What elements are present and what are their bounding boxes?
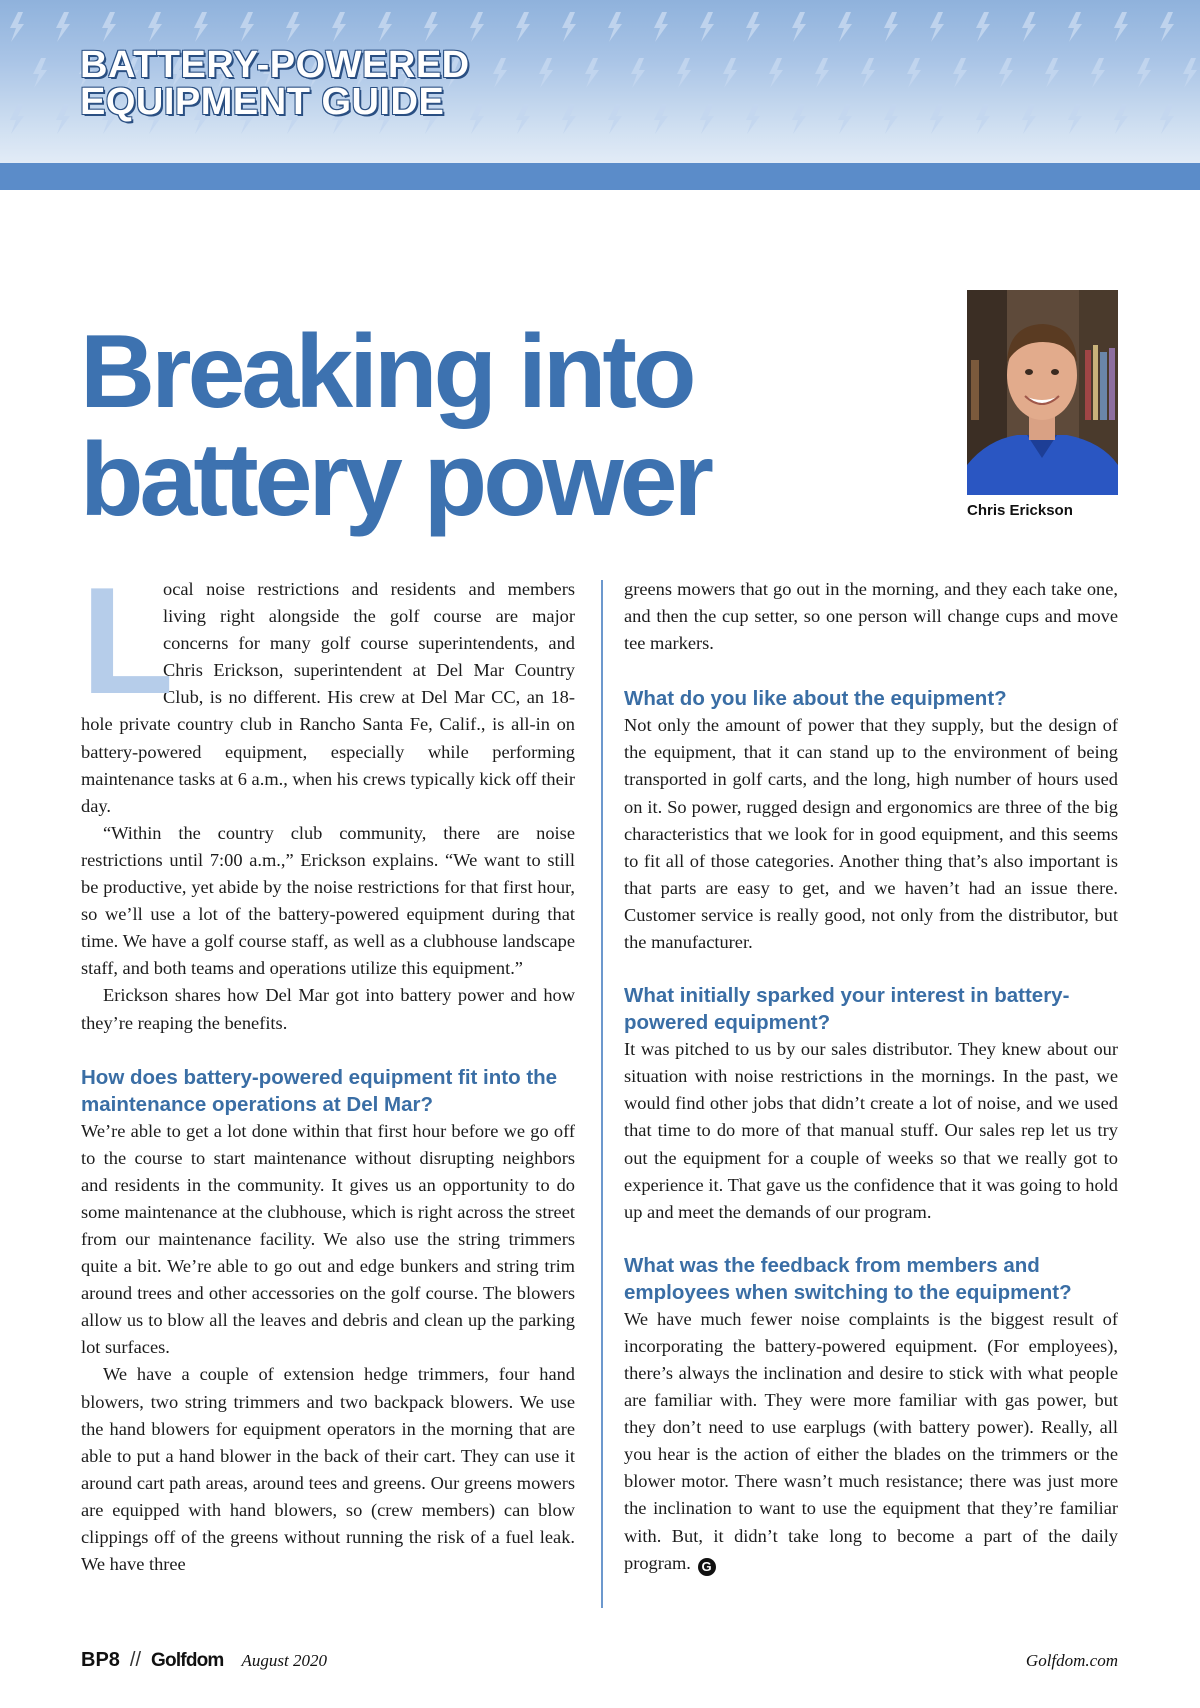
lightning-bolt-icon <box>907 58 921 88</box>
question-heading: How does battery-powered equipment fit into the maintenance operations at Del Mar? <box>81 1065 558 1116</box>
lightning-bolt-icon <box>838 104 852 134</box>
lightning-bolt-icon <box>1045 58 1059 88</box>
lightning-bolt-icon <box>539 58 553 88</box>
lightning-bolt-icon <box>861 58 875 88</box>
lightning-bolt-icon <box>516 12 530 42</box>
portrait-photo <box>967 290 1118 495</box>
lightning-bolt-icon <box>585 58 599 88</box>
lightning-bolt-icon <box>1114 12 1128 42</box>
section-title-line2: EQUIPMENT GUIDE <box>80 81 445 123</box>
lightning-bolt-icon <box>286 12 300 42</box>
lightning-bolt-icon <box>1022 104 1036 134</box>
lightning-bolt-icon <box>999 58 1013 88</box>
end-mark-icon: G <box>698 1558 716 1576</box>
lightning-bolt-icon <box>654 12 668 42</box>
lightning-bolt-icon <box>378 12 392 42</box>
lightning-bolt-icon <box>677 58 691 88</box>
final-answer-text: We have much fewer noise complaints is the biggest result of incorporating the battery-powered equipment. (For employees), there’s always the inclination and desire to stick with what people are familiar with. They were more familiar with gas power, but they don’t need to use earplugs (with battery power). Really, all you hear is the action of either the blades on the trimmers or the blower motor. There wasn’t much resistance; there was just more the inclination to want to use the equipment that they’re familiar with. But, it didn’t take long to become a part of the daily program. <box>624 1308 1118 1573</box>
lightning-bolt-icon <box>470 12 484 42</box>
lightning-bolt-icon <box>240 12 254 42</box>
lightning-bolt-icon <box>654 104 668 134</box>
section-title <box>80 44 470 123</box>
lightning-bolt-icon <box>608 12 622 42</box>
lightning-bolt-icon <box>1160 12 1174 42</box>
body-paragraph: greens mowers that go out in the morning, and they each take one, and then the cup setter, so one person will change cups and move tee markers. <box>624 579 1118 654</box>
lightning-bolt-icon <box>631 58 645 88</box>
lightning-bolt-icon <box>10 12 24 42</box>
lightning-bolt-icon <box>562 12 576 42</box>
answer-paragraph <box>624 1306 1118 1577</box>
lightning-bolt-icon <box>33 58 47 88</box>
lightning-bolt-icon <box>194 12 208 42</box>
lightning-bolt-icon <box>976 12 990 42</box>
lightning-bolt-icon <box>470 104 484 134</box>
lightning-bolt-icon <box>1068 104 1082 134</box>
lightning-bolt-icon <box>792 104 806 134</box>
intro-text: ocal noise restrictions and residents and members living right alongside the golf course are major concerns for many golf course superintendents, and Chris Erickson, superintendent at Del Mar Country Club, is no different. His crew at Del Mar CC, an 18-hole private country club in Rancho Santa Fe, Calif., is all-in on battery-powered equipment, especially while performing maintenance tasks at 6 a.m., when his crews typically kick off their day. <box>81 579 576 816</box>
banner-strip <box>0 163 1200 190</box>
article-column-right <box>624 576 1118 1577</box>
lightning-bolt-icon <box>700 104 714 134</box>
lightning-bolt-icon <box>1160 104 1174 134</box>
page-footer-left <box>81 1649 327 1672</box>
lightning-bolt-icon <box>10 104 24 134</box>
lightning-bolt-icon <box>56 12 70 42</box>
answer-paragraph: We have a couple of extension hedge trimmers, four hand blowers, two string trimmers and two backpack blowers. We use the hand blowers for equipment operators in the morning that are able to put a hand blower in the back of their cart. They can use it around cart path areas, around tees and greens. Our greens mowers are equipped with hand blowers, so (crew members) can blow clippings off of the greens without running the risk of a fuel leak. We have three <box>81 1364 575 1575</box>
question-heading: What was the feedback from members and employees when switching to the equipment? <box>624 1253 1072 1304</box>
question-heading: What do you like about the equipment? <box>624 687 1007 711</box>
lightning-bolt-icon <box>608 104 622 134</box>
answer-paragraph: Not only the amount of power that they supply, but the design of the equipment, that it can stand up to the environment of being transported in golf carts, and the long, high number of hours used on it. So power, rugged design and ergonomics are three of the big characteristics that we look for in good equipment, and this seems to fit all of those categories. Another thing that’s also important is that parts are easy to get, and we haven’t had an issue there. Customer service is really good, not only from the distributor, but the manufacturer. <box>624 715 1118 953</box>
question-heading: What initially sparked your interest in battery-powered equipment? <box>624 984 1070 1035</box>
lightning-bolt-icon <box>700 12 714 42</box>
lightning-bolt-icon <box>424 12 438 42</box>
intro-paragraph <box>81 556 576 820</box>
lightning-bolt-icon <box>953 58 967 88</box>
page-folio: BP8 <box>81 1649 120 1671</box>
lightning-bolt-icon <box>884 104 898 134</box>
drop-cap-letter: L <box>81 556 174 726</box>
lightning-bolt-icon <box>332 12 346 42</box>
body-paragraph: Erickson shares how Del Mar got into battery power and how they’re reaping the benefits. <box>81 985 575 1033</box>
column-divider <box>601 580 603 1608</box>
body-paragraph: “Within the country club community, there are noise restrictions until 7:00 a.m.,” Erickson explains. “We want to still be productive, yet abide by the noise restrictions for that first hour, so we’ll use a lot of the battery-powered equipment during that time. We have a golf course staff, as well as a clubhouse landscape staff, and both teams and operations utilize this equipment.” <box>81 822 575 979</box>
lightning-bolt-icon <box>815 58 829 88</box>
answer-paragraph: It was pitched to us by our sales distributor. They knew about our situation with noise restrictions in the mornings. In the past, we would find other jobs that didn’t create a lot of noise, and we used that time to do more of that manual stuff. Our sales rep let us try out the equipment for a couple of weeks so that we really got to experience it. That gave us the confidence that it was going to hold up and meet the demands of our program. <box>624 1039 1118 1222</box>
lightning-bolt-icon <box>884 12 898 42</box>
photo-caption: Chris Erickson <box>967 502 1073 519</box>
lightning-bolt-icon <box>976 104 990 134</box>
issue-date: August 2020 <box>241 1651 328 1670</box>
drop-cap <box>81 556 174 726</box>
lightning-bolt-icon <box>562 104 576 134</box>
lightning-bolt-icon <box>56 104 70 134</box>
lightning-bolt-icon <box>102 12 116 42</box>
article-headline <box>80 314 710 538</box>
lightning-bolt-icon <box>493 58 507 88</box>
lightning-bolt-icon <box>1114 104 1128 134</box>
lightning-bolt-icon <box>792 12 806 42</box>
section-title-line1: BATTERY-POWERED <box>80 44 470 86</box>
lightning-bolt-icon <box>1022 12 1036 42</box>
lightning-bolt-icon <box>1183 58 1197 88</box>
lightning-bolt-icon <box>723 58 737 88</box>
article-column-left <box>81 556 576 1578</box>
headline-line1: Breaking into <box>80 314 693 430</box>
footer-separator: // <box>129 1649 142 1671</box>
lightning-bolt-icon <box>746 12 760 42</box>
footer-website: Golfdom.com <box>1025 1651 1118 1670</box>
lightning-bolt-icon <box>746 104 760 134</box>
lightning-bolt-icon <box>1091 58 1105 88</box>
lightning-bolt-icon <box>1068 12 1082 42</box>
lightning-bolt-icon <box>516 104 530 134</box>
lightning-bolt-icon <box>838 12 852 42</box>
portrait-illustration <box>967 290 1118 495</box>
magazine-brand: Golfdom <box>151 1650 224 1671</box>
lightning-bolt-icon <box>1137 58 1151 88</box>
section-banner <box>0 0 1200 170</box>
headline-line2: battery power <box>80 422 710 538</box>
lightning-bolt-icon <box>769 58 783 88</box>
lightning-bolt-icon <box>930 12 944 42</box>
lightning-bolt-icon <box>148 12 162 42</box>
answer-paragraph: We’re able to get a lot done within that first hour before we go off to the course to start maintenance without disrupting neighbors and residents in the community. It gives us an opportunity to do some maintenance at the clubhouse, which is right across the street from our maintenance facility. We also use the string trimmers quite a bit. We’re able to go out and edge bunkers and string trim around trees and other accessories on the golf course. The blowers allow us to blow all the leaves and debris and clean up the parking lot surfaces. <box>81 1120 575 1358</box>
lightning-bolt-icon <box>930 104 944 134</box>
